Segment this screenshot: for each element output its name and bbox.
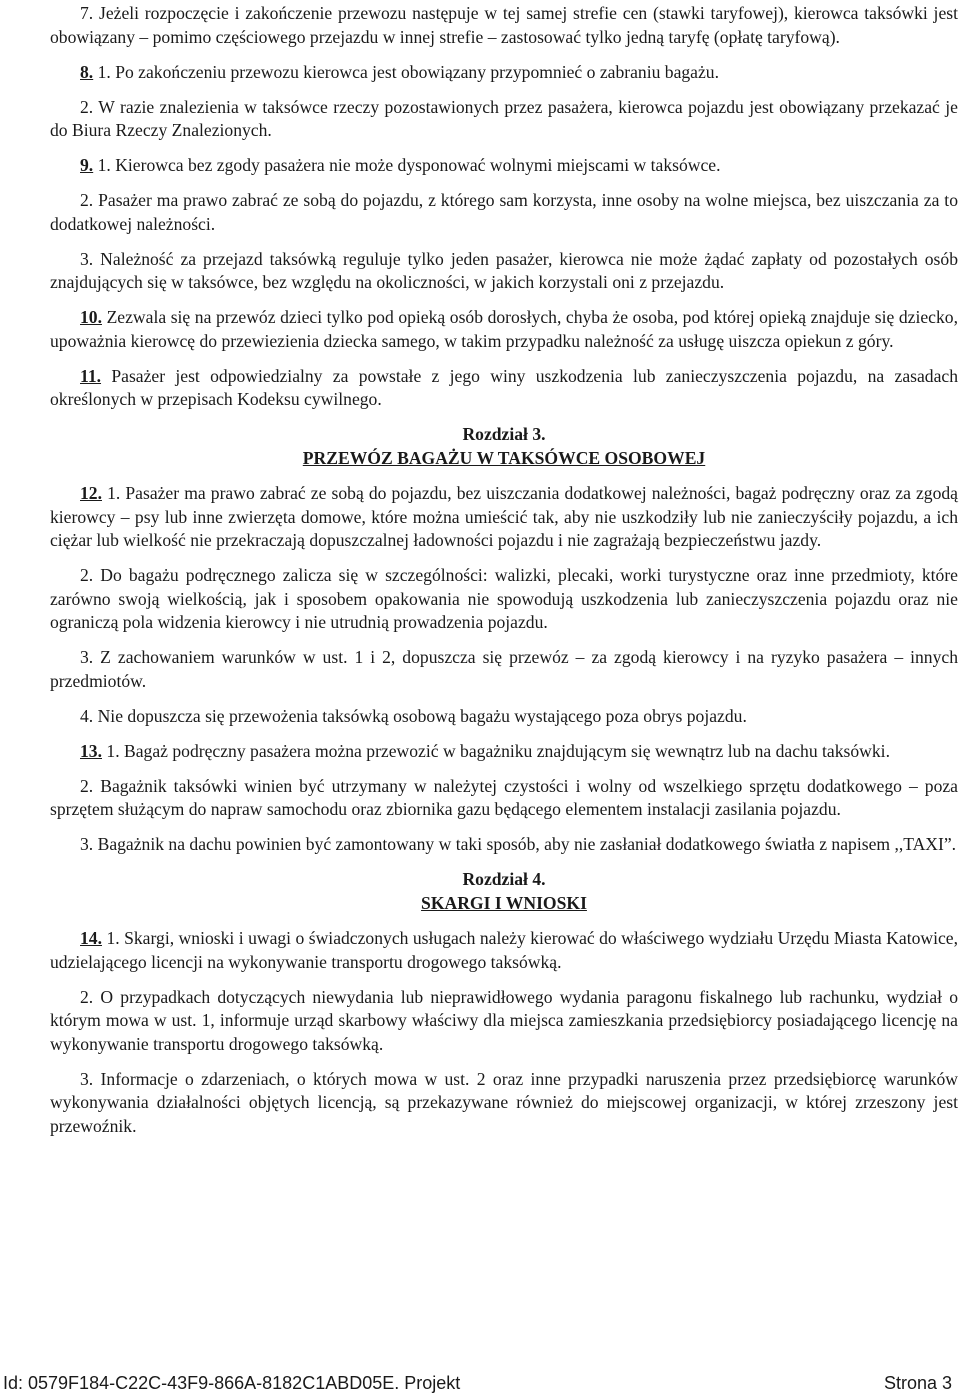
section-8-number: 8. [80, 61, 94, 82]
paragraph-10-text: Zezwala się na przewóz dzieci tylko pod opieką osób dorosłych, chyba że osoba, pod której opieką znajduje się dziecko, upoważnia kierowcę do przewiezienia dziecka samego, w takim przypadku należność za usługę uiszcza opiekun z góry. [50, 307, 958, 351]
paragraph-9-1 [50, 154, 958, 178]
paragraph-13-3: 3. Bagażnik na dachu powinien być zamontowany w taki sposób, aby nie zasłaniał dodatkowego światła z napisem ,,TAXI”. [80, 834, 957, 854]
section-14-number: 14. [80, 928, 102, 948]
paragraph-8-1 [50, 61, 958, 85]
paragraph-8-1-text: 1. Po zakończeniu przewozu kierowca jest obowiązany przypomnieć o zabraniu bagażu. [97, 61, 720, 82]
paragraph-14-3: 3. Informacje o zdarzeniach, o których mowa w ust. 2 oraz inne przypadki naruszenia przez przedsiębiorcę warunków wykonywania działalności objętych licencją, są przekazywane również do miejscowej organizacji, w której zrzeszony jest przewoźnik. [50, 1068, 958, 1136]
paragraph-12-3: 3. Z zachowaniem warunków w ust. 1 i 2, dopuszcza się przewóz – za zgodą kierowcy i na ryzyko pasażera – innych przedmiotów. [50, 647, 958, 691]
paragraph-11 [50, 365, 958, 412]
page-number: Strona 3 [883, 1372, 952, 1393]
paragraph-9-2: 2. Pasażer ma prawo zabrać ze sobą do pojazdu, z którego sam korzysta, inne osoby na wolne miejsca, bez uiszczania za to dodatkowej należności. [50, 190, 958, 234]
paragraph-12-2: 2. Do bagażu podręcznego zalicza się w szczególności: walizki, plecaki, worki turystyczne oraz inne przedmioty, które zarówno swoją wielkością, jak i sposobem opakowania nie spowodują uszkodzenia lub zanieczyszczenia pojazdu oraz nie ograniczą pola widzenia kierowcy i nie utrudnią prowadzenia pojazdu. [50, 565, 958, 632]
document-page [50, 2, 958, 1150]
section-10-number: 10. [80, 307, 102, 327]
paragraph-14-1 [50, 927, 958, 974]
section-13-number: 13. [80, 740, 102, 761]
paragraph-13-2: 2. Bagażnik taksówki winien być utrzymany w należytej czystości i wolny od wszelkiego sprzętu dodatkowego – poza sprzętem służącym do napraw samochodu oraz zbiornika gazu będącego elementem instalacji zasilania pojazdu. [50, 775, 958, 819]
paragraph-14-1-text: 1. Skargi, wnioski i uwagi o świadczonych usługach należy kierować do właściwego wydziału Urzędu Miasta Katowice, udzielającego licencji na wykonywanie transportu drogowego taksówką. [50, 928, 958, 972]
paragraph-7-7: 7. Jeżeli rozpoczęcie i zakończenie przewozu następuje w tej samej strefie cen (stawki taryfowej), kierowca taksówki jest obowiązany – pomimo częściowego przejazdu w innej strefie – zastosować tylko jedną taryfę (opłatę taryfową). [50, 3, 958, 47]
paragraph-12-1-text: 1. Pasażer ma prawo zabrać ze sobą do pojazdu, bez uiszczania dodatkowej należności, bagaż podręczny oraz za zgodą kierowcy – psy lub inne zwierzęta domowe, które można umieścić tak, aby nie uszkodziły lub nie zanieczyściły pojazdu, a ich ciężar lub wielkość nie przekraczają dopuszczalnej ładowności pojazdu i nie zagrażają bezpieczeństwu jazdy. [50, 483, 958, 550]
section-11-number: 11. [80, 365, 102, 386]
chapter-3-title: PRZEWÓZ BAGAŻU W TAKSÓWCE OSOBOWEJ [302, 447, 706, 468]
document-id: Id: 0579F184-C22C-43F9-866A-8182C1ABD05E. Projekt [3, 1372, 461, 1393]
chapter-3-heading [50, 423, 958, 470]
paragraph-12-1 [50, 482, 958, 553]
paragraph-9-1-text: 1. Kierowca bez zgody pasażera nie może dysponować wolnymi miejscami w taksówce. [97, 155, 721, 175]
section-12-number: 12. [80, 483, 102, 503]
paragraph-12-4: 4. Nie dopuszcza się przewożenia taksówką osobową bagażu wystającego poza obrys pojazdu. [80, 705, 747, 726]
chapter-4-title: SKARGI I WNIOSKI [421, 892, 587, 913]
chapter-4-label: Rozdział 4. [462, 869, 546, 889]
section-9-number: 9. [80, 155, 94, 175]
paragraph-11-text: Pasażer jest odpowiedzialny za powstałe z jego winy uszkodzenia lub zanieczyszczenia pojazdu, na zasadach określonych w przepisach Kodeksu cywilnego. [50, 365, 958, 409]
chapter-4-heading [50, 868, 958, 915]
page-footer [3, 1371, 952, 1396]
paragraph-13-1-text: 1. Bagaż podręczny pasażera można przewozić w bagażniku znajdującym się wewnątrz lub na dachu taksówki. [106, 740, 890, 761]
paragraph-9-3: 3. Należność za przejazd taksówką reguluje tylko jeden pasażer, kierowca nie może żądać zapłaty od pozostałych osób znajdujących się w taksówce, bez względu na okoliczności, w jakich korzystali oni z przejazdu. [50, 248, 958, 292]
paragraph-13-1 [50, 740, 958, 764]
chapter-3-label: Rozdział 3. [462, 424, 546, 444]
paragraph-14-2: 2. O przypadkach dotyczących niewydania lub nieprawidłowego wydania paragonu fiskalnego lub rachunku, wydział o którym mowa w ust. 1, informuje urząd skarbowy właściwy dla miejsca zamieszkania przedsiębiorcy posiadającego licencję na wykonywanie transportu drogowego taksówką. [50, 986, 958, 1054]
paragraph-8-2: 2. W razie znalezienia w taksówce rzeczy pozostawionych przez pasażera, kierowca pojazdu jest obowiązany przekazać je do Biura Rzeczy Znalezionych. [50, 96, 958, 140]
paragraph-10 [50, 306, 958, 353]
